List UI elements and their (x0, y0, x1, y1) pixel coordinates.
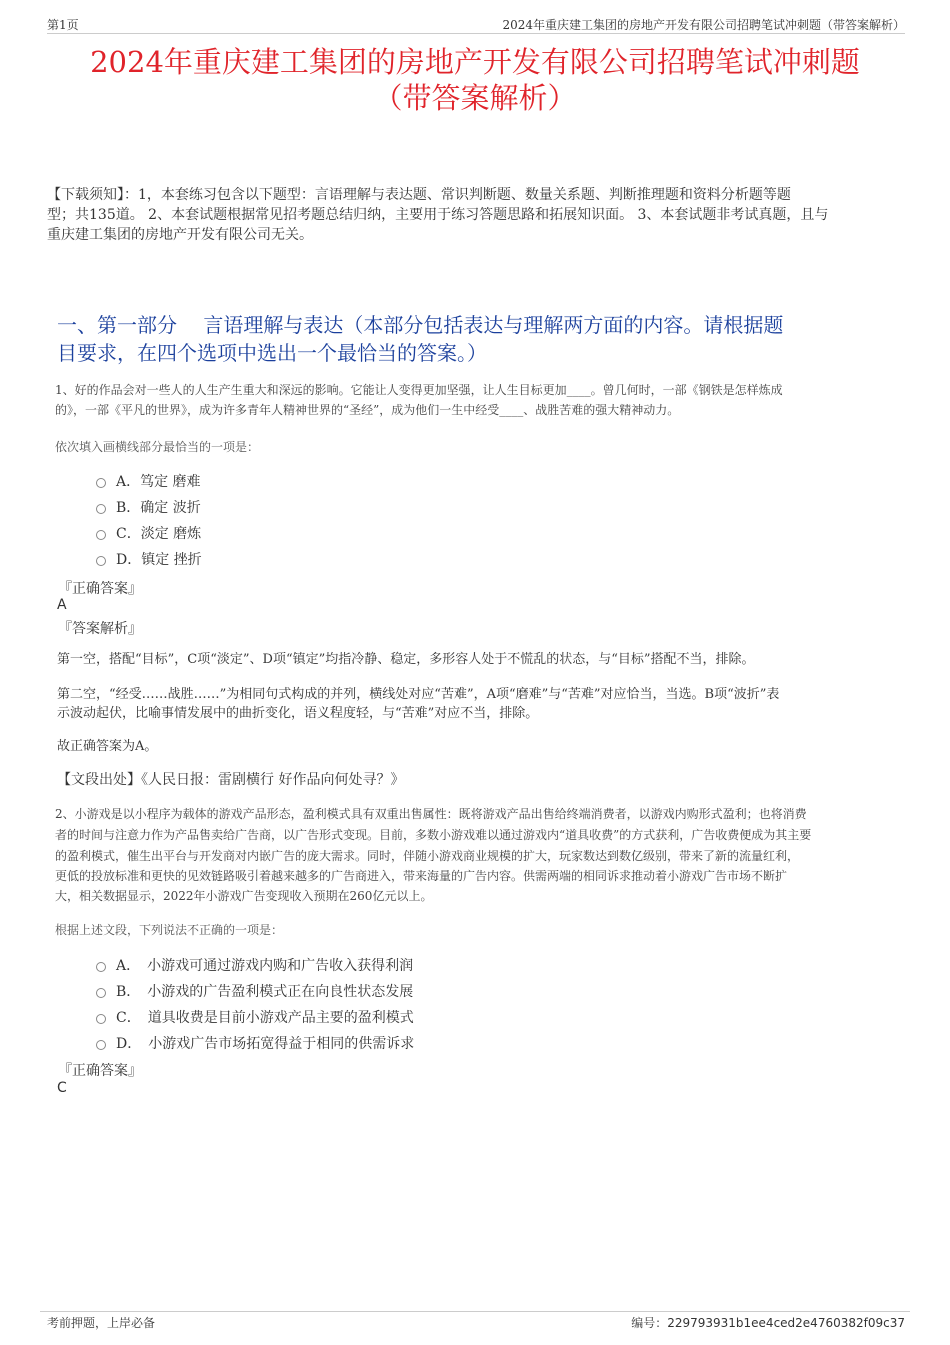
header-doc-title: 2024年重庆建工集团的房地产开发有限公司招聘笔试冲刺题（带答案解析） (502, 18, 905, 32)
radio-button-icon[interactable] (96, 478, 106, 488)
q2-stem-line-5: 大，相关数据显示，2022年小游戏广告变现收入预期在260亿元以上。 (55, 889, 433, 903)
q1-correct-answer: A (57, 597, 67, 613)
q2-instruction: 根据上述文段，下列说法不正确的一项是： (55, 923, 284, 937)
radio-button-icon[interactable] (96, 530, 106, 540)
q2-correct-label: 『正确答案』 (58, 1063, 142, 1079)
q1-analysis-3: 故正确答案为A。 (57, 739, 158, 754)
q1-analysis-2a: 第二空，“经受……战胜……”为相同句式构成的并列，横线处对应“苦难”，A项“磨难”与“苦难”对应恰当，当选。B项“波折”表 (57, 687, 780, 702)
q2-correct-answer: C (57, 1080, 67, 1096)
option-label: C． 道具收费是目前小游戏产品主要的盈利模式 (116, 1010, 414, 1026)
q1-option-b[interactable] (96, 497, 201, 517)
option-label: A．笃定 磨难 (116, 474, 201, 490)
notice-line-1: 【下载须知】：1，本套练习包含以下题型：言语理解与表达题、常识判断题、数量关系题、判断推理题和资料分析题等题 (47, 187, 791, 203)
section-heading-line-1: 一、第一部分 言语理解与表达（本部分包括表达与理解两方面的内容。请根据题 (57, 313, 784, 337)
option-label: B．确定 波折 (116, 500, 201, 516)
q1-instruction: 依次填入画横线部分最恰当的一项是： (55, 440, 260, 454)
radio-button-icon[interactable] (96, 504, 106, 514)
radio-button-icon[interactable] (96, 1014, 106, 1024)
q2-option-a[interactable] (96, 955, 413, 975)
q2-stem-line-3: 的盈利模式，催生出平台与开发商对内嵌广告的庞大需求。同时，伴随小游戏商业规模的扩大，玩家数达到数亿级别，带来了新的流量红利， (55, 849, 800, 863)
q1-correct-label: 『正确答案』 (58, 581, 142, 597)
footer-doc-id: 编号：229793931b1ee4ced2e4760382f09c37 (631, 1316, 905, 1330)
q1-source: 【文段出处】《人民日报：雷剧横行 好作品向何处寻？》 (57, 772, 405, 788)
q2-stem-line-4: 更低的投放标准和更快的见效链路吸引着越来越多的广告商进入，带来海量的广告内容。供需两端的相同诉求推动着小游戏广告市场不断扩 (55, 869, 788, 883)
radio-button-icon[interactable] (96, 1040, 106, 1050)
q2-option-b[interactable] (96, 981, 413, 1001)
radio-button-icon[interactable] (96, 962, 106, 972)
page-number: 第1页 (47, 18, 79, 32)
radio-button-icon[interactable] (96, 556, 106, 566)
notice-line-2: 型；共135道。 2、本套试题根据常见招考题总结归纳，主要用于练习答题思路和拓展知识面。 3、本套试题非考试真题，且与 (47, 207, 829, 223)
footer-slogan: 考前押题，上岸必备 (47, 1316, 156, 1330)
page-subtitle: （带答案解析） (373, 81, 577, 115)
option-label: B． 小游戏的广告盈利模式正在向良性状态发展 (116, 984, 414, 1000)
q1-option-d[interactable] (96, 549, 202, 569)
q2-stem-line-1: 2、小游戏是以小程序为载体的游戏产品形态，盈利模式具有双重出售属性：既将游戏产品出售给终端消费者，以游戏内购形式盈利；也将消费 (55, 807, 807, 821)
q1-analysis-2b: 示波动起伏，比喻事情发展中的曲折变化，语义程度轻，与“苦难”对应不当，排除。 (57, 706, 539, 721)
q1-stem-line-1: 1、好的作品会对一些人的人生产生重大和深远的影响。它能让人变得更加坚强，让人生目标更加____。曾几何时，一部《钢铁是怎样炼成 (55, 383, 783, 397)
notice-line-3: 重庆建工集团的房地产开发有限公司无关。 (47, 227, 313, 243)
q1-stem-line-2: 的》，一部《平凡的世界》，成为许多青年人精神世界的“圣经”，成为他们一生中经受____、战胜苦难的强大精神动力。 (55, 403, 680, 417)
q1-analysis-1: 第一空，搭配“目标”，C项“淡定”、D项“镇定”均指冷静、稳定，多形容人处于不慌乱的状态，与“目标”搭配不当，排除。 (57, 652, 755, 667)
radio-button-icon[interactable] (96, 988, 106, 998)
q1-option-c[interactable] (96, 523, 201, 543)
footer-divider (40, 1311, 910, 1312)
option-label: C．淡定 磨炼 (116, 526, 202, 542)
option-label: D． 小游戏广告市场拓宽得益于相同的供需诉求 (116, 1036, 415, 1052)
section-heading-line-2: 目要求，在四个选项中选出一个最恰当的答案。） (57, 341, 487, 365)
option-label: D．镇定 挫折 (116, 552, 202, 568)
q2-option-d[interactable] (96, 1033, 414, 1053)
q1-option-a[interactable] (96, 471, 201, 491)
q2-option-c[interactable] (96, 1007, 414, 1027)
option-label: A． 小游戏可通过游戏内购和广告收入获得利润 (116, 958, 414, 974)
q2-stem-line-2: 者的时间与注意力作为产品售卖给广告商，以广告形式变现。目前，多数小游戏难以通过游戏内“道具收费”的方式获利，广告收费便成为其主要 (55, 828, 812, 842)
header-divider (47, 33, 905, 34)
page-title: 2024年重庆建工集团的房地产开发有限公司招聘笔试冲刺题 (90, 45, 860, 79)
q1-analysis-label: 『答案解析』 (58, 621, 142, 637)
